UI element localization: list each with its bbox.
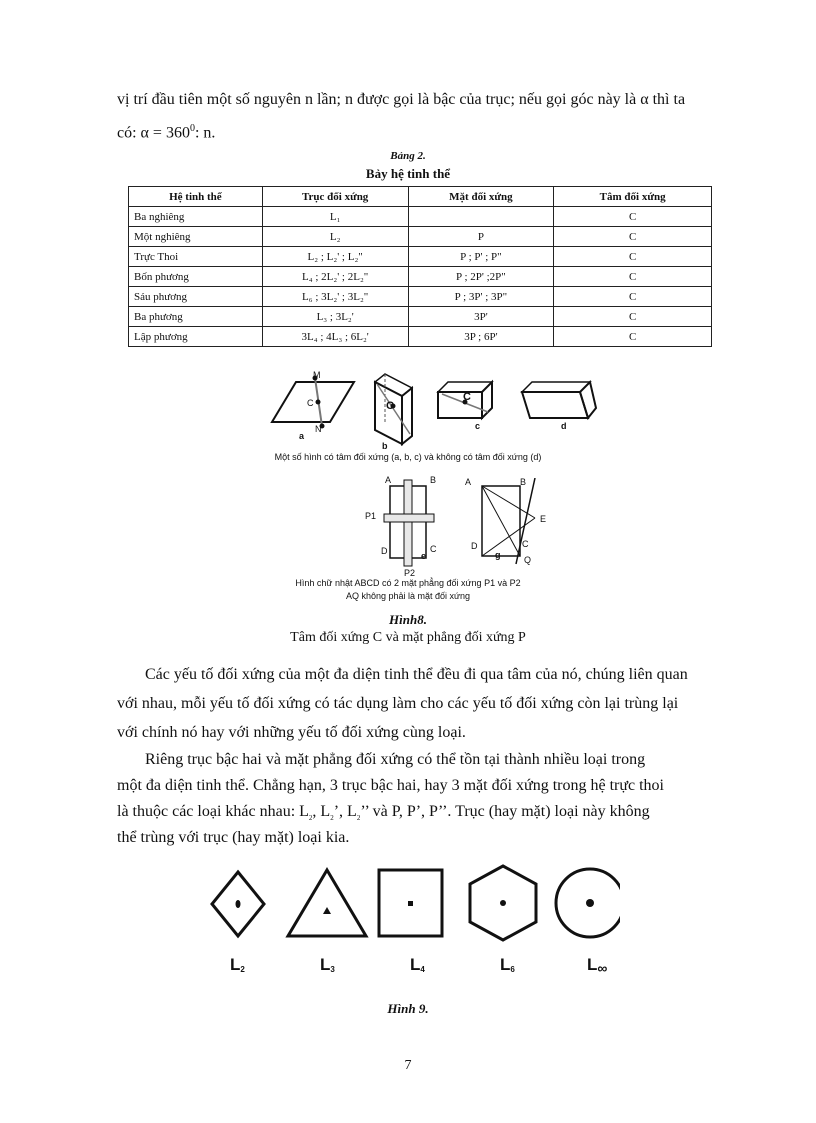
intro-line-2-prefix: có: α = 360 [117, 124, 190, 142]
cell-axes: L₁ [262, 207, 408, 227]
cell-system: Một nghiêng [129, 227, 263, 247]
paragraph-2-line-1: Riêng trục bậc hai và mặt phẳng đối xứng có thể tồn tại thành nhiều loại trong [145, 751, 646, 768]
cell-planes: 3P ; 6P' [408, 327, 554, 347]
table-row [129, 267, 712, 287]
label-p2: P2 [404, 568, 416, 578]
l6-sub: 6 [510, 965, 515, 974]
cell-center: C [554, 327, 712, 347]
cell-center: C [554, 287, 712, 307]
prism-d-top [522, 382, 590, 392]
cell-system: Sáu phương [129, 287, 263, 307]
label-e: e [421, 551, 427, 561]
cell-system: Ba phương [129, 307, 263, 327]
cell-center: C [554, 307, 712, 327]
label-e-point: E [540, 514, 547, 524]
label-l2 [230, 955, 245, 975]
line-aq [516, 478, 535, 564]
cell-center: C [554, 267, 712, 287]
paragraph-2-line-2: một đa diện tinh thể. Chẳng hạn, 3 trục bậc hai, hay 3 mặt đối xứng trong hệ trực thoi [117, 777, 664, 794]
cell-planes [408, 207, 554, 227]
figure8-label: Hình8. [389, 612, 427, 627]
cell-planes: 3P' [408, 307, 554, 327]
label-g: g [495, 550, 501, 560]
table-row [129, 247, 712, 267]
label-c-c: C [463, 391, 471, 403]
label-d-g: D [471, 541, 478, 551]
figure8-bottom-caption-1: Hình chữ nhật ABCD có 2 mặt phẳng đối xứng P1 và P2 [295, 578, 521, 588]
header-system: Hệ tinh thể [129, 187, 263, 207]
cell-axes: L₂ [262, 227, 408, 247]
table-row [129, 227, 712, 247]
cell-planes: P ; 2P' ;2P" [408, 267, 554, 287]
label-n: N [315, 424, 322, 434]
label-l4 [410, 955, 425, 975]
table-row [129, 307, 712, 327]
intro-degree-sup: 0 [189, 123, 195, 134]
box-c-side [482, 382, 492, 418]
plane-p1-shape [384, 514, 434, 522]
linf-axis-dot [586, 899, 594, 907]
l6-axis-dot [500, 900, 506, 906]
figure9-label: Hình 9. [387, 1001, 429, 1016]
prism-d-front [522, 392, 588, 418]
figure8-top-drawings [260, 364, 600, 456]
line-ed [482, 518, 535, 556]
label-d: d [561, 421, 567, 431]
cell-axes: L₄ ; 2L₂' ; 2L₂" [262, 267, 408, 287]
l2-axis-dot [236, 900, 241, 908]
p2-text-b: , L [312, 803, 331, 820]
paragraph-1-line-1: Các yếu tố đối xứng của một đa diện tinh thể đều đi qua tâm của nó, chúng liên quan [145, 666, 688, 683]
header-planes: Mặt đối xứng [408, 187, 554, 207]
l3-axis-dot [323, 907, 331, 914]
cell-axes: L₂ ; L₂' ; L₂" [262, 247, 408, 267]
intro-line-2-suffix: : n. [194, 124, 216, 142]
intro-line-2 [117, 114, 717, 147]
figure8-bottom-caption-2: AQ không phải là mặt đối xứng [345, 591, 471, 601]
l4-axis-dot [408, 901, 413, 906]
p2-sub-1: 2 [308, 814, 313, 823]
intro-line-1: vị trí đầu tiên một số nguyên n lần; n được gọi là bậc của trục; nếu gọi góc này là α thì ta [117, 91, 686, 108]
linf-base: L [587, 955, 598, 974]
label-l6 [500, 955, 515, 975]
cell-center: C [554, 247, 712, 267]
label-a-g: A [465, 477, 472, 487]
l6-base: L [500, 955, 511, 974]
p2-text-c: ’, L [333, 803, 357, 820]
p2-text-a: là thuộc các loại khác nhau: L [117, 803, 309, 820]
table-row [129, 207, 712, 227]
page-number: 7 [404, 1058, 412, 1073]
table-row [129, 287, 712, 307]
triangle-l3-shape [288, 870, 366, 936]
cell-system: Bốn phương [129, 267, 263, 287]
label-b-g: B [520, 477, 527, 487]
label-c-e: C [430, 544, 437, 554]
table-header-row [129, 187, 712, 207]
cell-center: C [554, 207, 712, 227]
label-c-a: C [307, 398, 314, 408]
label-c-g: C [522, 539, 529, 549]
paragraph-1-line-3: với chính nó hay với những yếu tố đối xứng cùng loại. [117, 724, 466, 741]
l2-base: L [230, 955, 241, 974]
crystal-systems-table [128, 186, 712, 347]
paragraph-1-line-2: với nhau, mỗi yếu tố đối xứng có tác dụng làm cho các yếu tố đối xứng còn lại trùng lại [117, 695, 679, 712]
cell-axes: L₃ ; 3L₂' [262, 307, 408, 327]
label-l3 [320, 955, 335, 975]
header-axes: Trục đối xứng [262, 187, 408, 207]
l4-base: L [410, 955, 421, 974]
cell-planes: P [408, 227, 554, 247]
label-b: b [382, 441, 388, 451]
cell-axes: L₆ ; 3L₂' ; 3L₂" [262, 287, 408, 307]
p2-sub-2: 2 [330, 814, 334, 823]
l3-base: L [320, 955, 331, 974]
prism-b-side [402, 388, 412, 444]
cell-planes: P ; P' ; P" [408, 247, 554, 267]
p2-text-d: ’’ và P, P’, P’’. Trục (hay mặt) loại này không [360, 803, 650, 820]
figure8-top-caption: Một số hình có tâm đối xứng (a, b, c) và không có tâm đối xứng (d) [274, 452, 542, 462]
l3-sub: 3 [330, 965, 335, 974]
cell-system: Ba nghiêng [129, 207, 263, 227]
cell-system: Lập phương [129, 327, 263, 347]
cell-center: C [554, 227, 712, 247]
table-label: Bảng 2. [390, 150, 426, 162]
cell-axes: 3L₄ ; 4L₃ ; 6L₂' [262, 327, 408, 347]
label-c: c [475, 421, 481, 431]
linf-sub: ∞ [597, 960, 608, 976]
figure8-title: Tâm đối xứng C và mặt phẳng đối xứng P [290, 630, 526, 645]
label-c-b: C [386, 400, 394, 412]
figure8-bottom-drawings [370, 478, 550, 570]
label-m: M [313, 370, 321, 380]
line-ac [482, 486, 520, 556]
l2-sub: 2 [240, 965, 245, 974]
label-linf [587, 955, 607, 976]
center-a-dot [316, 400, 321, 405]
figure9-drawings [200, 862, 620, 947]
header-center: Tâm đối xứng [554, 187, 712, 207]
label-d-e: D [381, 546, 388, 556]
paragraph-2-line-4: thể trùng với trục (hay mặt) loại kia. [117, 829, 350, 846]
prism-b-front [375, 382, 402, 444]
label-b-e: B [430, 475, 437, 485]
label-a: a [299, 431, 305, 441]
label-a-e: A [385, 475, 392, 485]
table-title: Bảy hệ tinh thể [365, 166, 451, 181]
table-row [129, 327, 712, 347]
prism-d-side [580, 382, 596, 418]
plane-p2-shape [404, 480, 412, 566]
box-c-front [438, 392, 482, 418]
cell-planes: P ; 3P' ; 3P" [408, 287, 554, 307]
cell-system: Trực Thoi [129, 247, 263, 267]
l4-sub: 4 [420, 965, 425, 974]
p2-sub-3: 2 [356, 814, 361, 823]
label-q: Q [524, 555, 532, 565]
label-p1: P1 [365, 511, 377, 521]
